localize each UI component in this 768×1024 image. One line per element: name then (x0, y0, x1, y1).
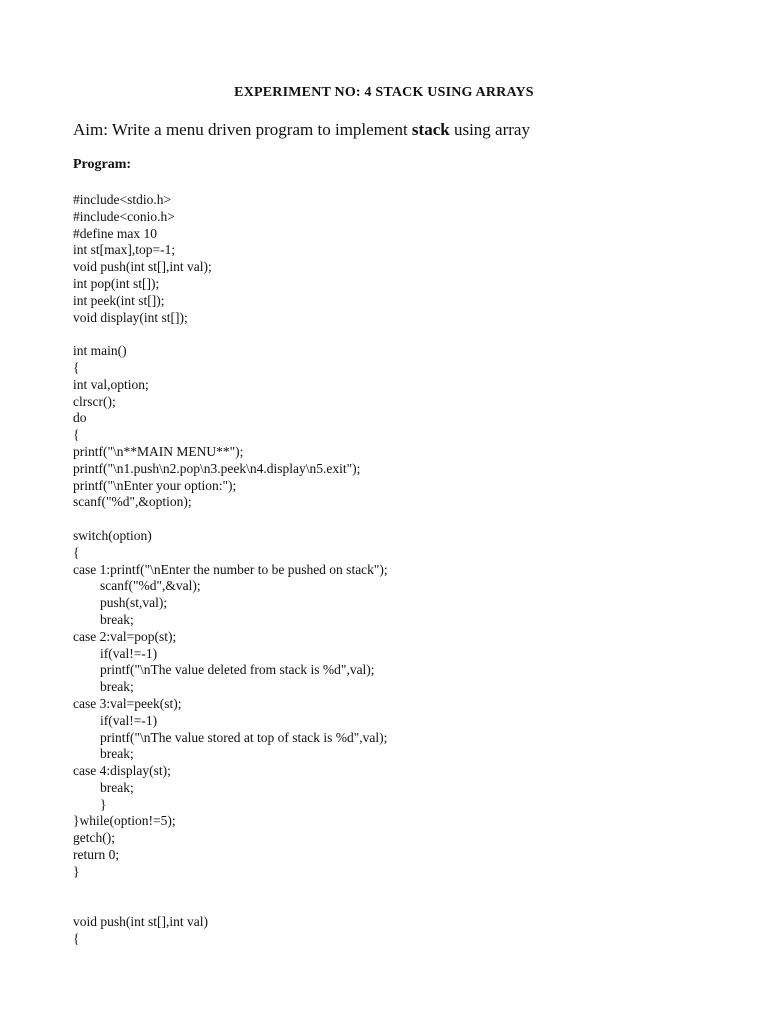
code-line: clrscr(); (73, 393, 116, 409)
code-line (73, 897, 733, 914)
code-line: void display(int st[]); (73, 309, 188, 325)
code-line: break; (100, 779, 134, 795)
code-line: case 3:val=peek(st); (73, 695, 182, 711)
code-line: int peek(int st[]); (73, 292, 165, 308)
code-line: push(st,val); (100, 595, 168, 611)
code-line: printf("\nThe value deleted from stack is %d",val); (100, 662, 375, 678)
code-line: printf("\nThe value stored at top of stack is %d",val); (100, 729, 388, 745)
code-line: int st[max],top=-1; (73, 242, 176, 258)
code-line: getch(); (73, 830, 115, 846)
code-line: { (73, 544, 80, 560)
code-line: return 0; (73, 847, 120, 863)
code-line: case 1:printf("\nEnter the number to be pushed on stack"); (73, 561, 388, 577)
aim-bold-word: stack (411, 120, 450, 139)
code-line: if(val!=-1) (100, 645, 158, 661)
code-line: { (73, 931, 80, 947)
code-line: break; (100, 611, 134, 627)
code-line: void push(int st[],int val); (73, 259, 212, 275)
code-line: switch(option) (73, 527, 152, 543)
code-block (73, 192, 733, 948)
code-line: case 4:display(st); (73, 763, 171, 779)
code-line: case 2:val=pop(st); (73, 628, 177, 644)
code-line: { (73, 427, 80, 443)
code-line: void push(int st[],int val) (73, 914, 208, 930)
code-line: #include<conio.h> (73, 208, 175, 224)
program-label: Program: (73, 157, 132, 172)
aim-statement (73, 120, 530, 140)
code-line: int pop(int st[]); (73, 275, 160, 291)
page-title: EXPERIMENT NO: 4 STACK USING ARRAYS (234, 85, 534, 100)
aim-suffix: using array (449, 120, 530, 139)
code-line: break; (100, 746, 134, 762)
code-line: }while(option!=5); (73, 813, 176, 829)
code-line: if(val!=-1) (100, 712, 158, 728)
code-line: scanf("%d",&option); (73, 494, 192, 510)
code-line (73, 881, 733, 898)
code-line: printf("\n**MAIN MENU**"); (73, 443, 244, 459)
code-line: #include<stdio.h> (73, 192, 172, 207)
code-line: int main() (73, 343, 127, 359)
aim-prefix: Aim: Write a menu driven program to implement (73, 120, 412, 139)
code-line: #define max 10 (73, 225, 157, 241)
code-line: break; (100, 679, 134, 695)
code-line: { (73, 359, 80, 375)
code-line (73, 511, 733, 528)
code-line (73, 326, 733, 343)
code-line: printf("\nEnter your option:"); (73, 477, 237, 493)
code-line: int val,option; (73, 376, 149, 392)
code-line: printf("\n1.push\n2.pop\n3.peek\n4.display\n5.exit"); (73, 460, 361, 476)
code-line: } (100, 796, 107, 812)
code-line: scanf("%d",&val); (100, 578, 201, 594)
code-line: } (73, 863, 80, 879)
code-line: do (73, 410, 87, 426)
